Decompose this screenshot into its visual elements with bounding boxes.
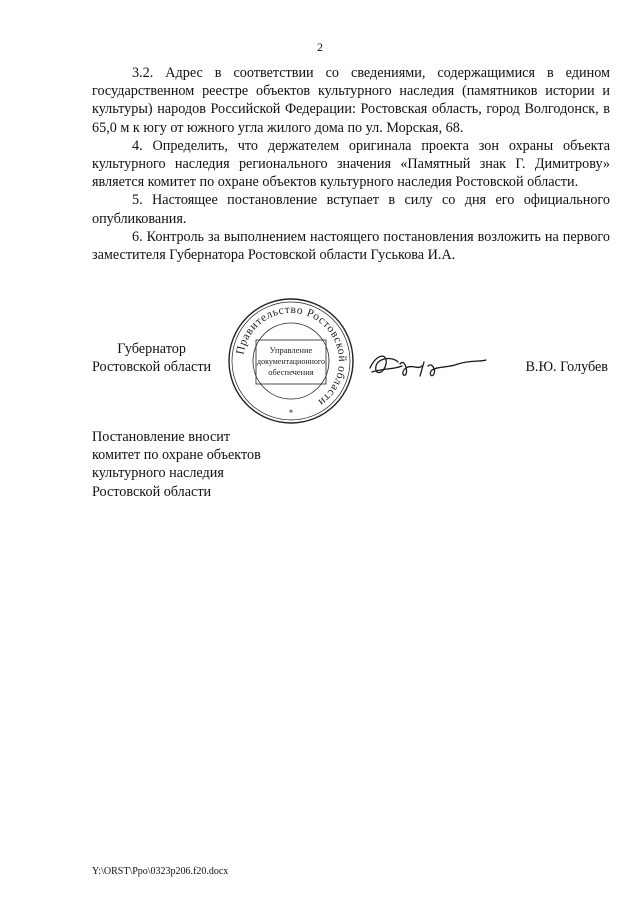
seal-star-mark: *: [288, 408, 294, 418]
paragraph-3-2: 3.2. Адрес в соответствии со сведениями, содержащимися в едином государственном реестре объектов культурного наследия (памятников истории и культуры) народов Российской Федерации: Ростовская область, город Волгодонск, в 65,0 м к югу от южного угла жилого дома по ул. Морская, 68.: [92, 65, 610, 136]
signatory-title-line2: Ростовской области: [92, 359, 212, 376]
paragraph-6: 6. Контроль за выполнением настоящего постановления возложить на первого заместителя Губернатора Ростовской области Гуськова И.А.: [92, 228, 610, 264]
signatory-title: [92, 340, 211, 376]
official-seal-stamp: [226, 296, 356, 426]
document-body: [92, 64, 610, 264]
seal-inner-line2: документационного: [257, 357, 325, 366]
introduced-by-block: [92, 428, 261, 501]
signatory-name: В.Ю. Голубев: [525, 359, 608, 375]
introduced-by-line1: Постановление вносит: [92, 429, 231, 445]
seal-inner-line3: обеспечения: [268, 367, 314, 377]
seal-inner-line1: Управление: [269, 345, 313, 355]
introduced-by-line4: Ростовской области: [92, 483, 212, 500]
handwritten-signature: [362, 340, 492, 390]
introduced-by-line3: культурного наследия: [92, 465, 224, 482]
signatory-title-line1: Губернатор: [117, 341, 186, 357]
paragraph-4: 4. Определить, что держателем оригинала проекта зон охраны объекта культурного наследия регионального значения «Памятный знак Г. Димитрову» является комитет по охране объектов культурного наследия Ростовской области.: [92, 137, 610, 191]
footer-file-path: Y:\ORST\Ppo\0323p206.f20.docx: [92, 866, 229, 877]
seal-outer-text: Правительство Ростовской области: [234, 303, 349, 409]
paragraph-5: 5. Настоящее постановление вступает в силу со дня его официального опубликования.: [92, 192, 610, 227]
introduced-by-line2: комитет по охране объектов: [92, 447, 261, 464]
page-number: 2: [317, 40, 323, 54]
